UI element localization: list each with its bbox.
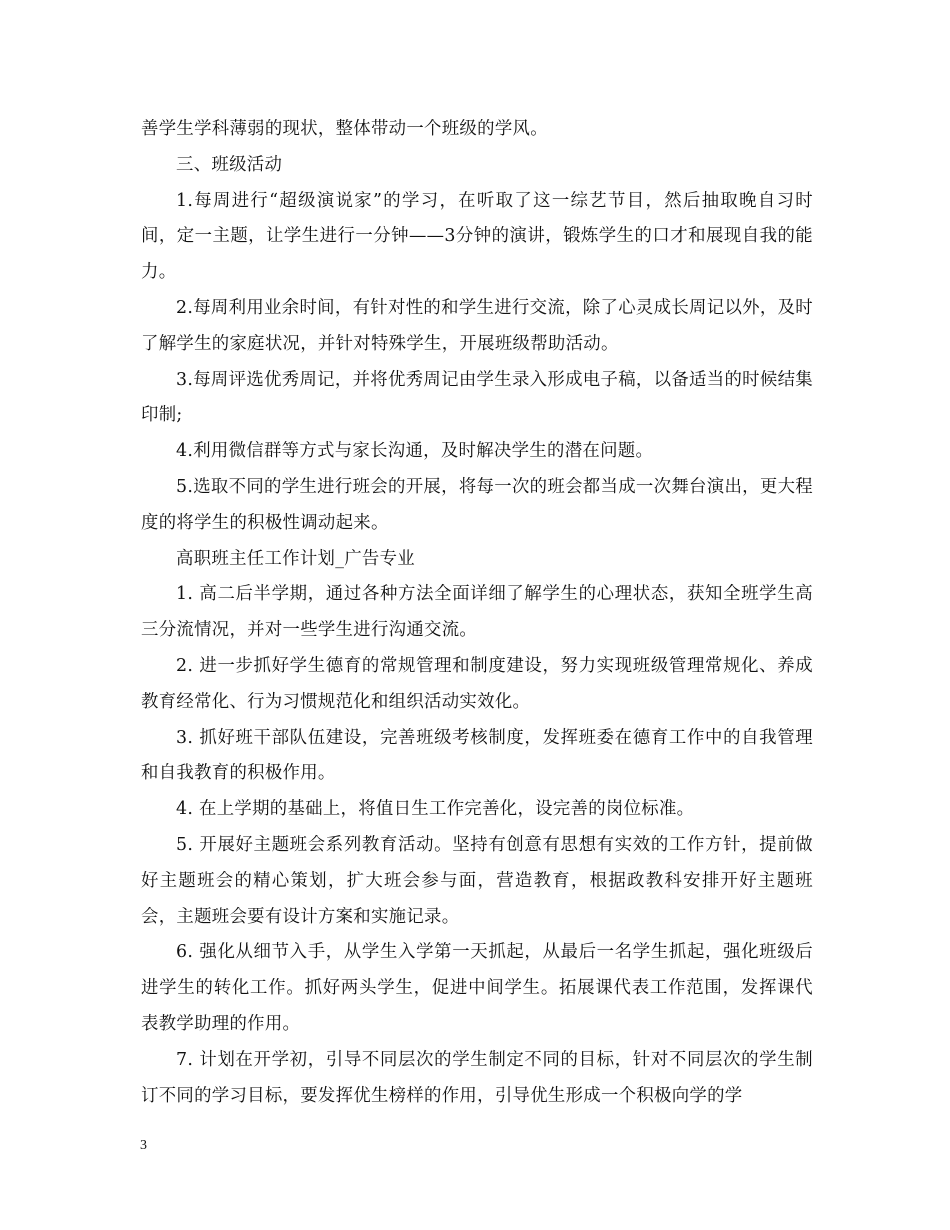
paragraph-plan-5: 5. 开展好主题班会系列教育活动。坚持有创意有思想有实效的工作方针，提前做好主题班会的精心策划，扩大班会参与面，营造教育，根据政教科安排开好主题班会，主题班会要有设计方案和实施记录。 xyxy=(141,834,813,927)
paragraph-plan-3: 3. 抓好班干部队伍建设，完善班级考核制度，发挥班委在德育工作中的自我管理和自我教育的积极作用。 xyxy=(141,727,813,784)
body-text xyxy=(141,112,813,1114)
paragraph-activity-3: 3.每周评选优秀周记，并将优秀周记由学生录入形成电子稿，以备适当的时候结集印制; xyxy=(141,369,813,426)
section-heading-plan: 高职班主任工作计划_广告专业 xyxy=(176,548,415,569)
paragraph-plan-2: 2. 进一步抓好学生德育的常规管理和制度建设，努力实现班级管理常规化、养成教育经常化、行为习惯规范化和组织活动实效化。 xyxy=(141,655,813,712)
paragraph-plan-7: 7. 计划在开学初，引导不同层次的学生制定不同的目标，针对不同层次的学生制订不同的学习目标，要发挥优生榜样的作用，引导优生形成一个积极向学的学 xyxy=(141,1049,813,1106)
paragraph-activity-5: 5.选取不同的学生进行班会的开展，将每一次的班会都当成一次舞台演出，更大程度的将学生的积极性调动起来。 xyxy=(141,476,813,533)
page-number: 3 xyxy=(140,1138,147,1153)
paragraph-continuation: 善学生学科薄弱的现状，整体带动一个班级的学风。 xyxy=(141,119,548,139)
paragraph-plan-6: 6. 强化从细节入手，从学生入学第一天抓起，从最后一名学生抓起，强化班级后进学生的转化工作。抓好两头学生，促进中间学生。拓展课代表工作范围，发挥课代表教学助理的作用。 xyxy=(141,942,813,1034)
paragraph-plan-1: 1. 高二后半学期，通过各种方法全面详细了解学生的心理状态，获知全班学生高三分流情况，并对一些学生进行沟通交流。 xyxy=(141,584,813,641)
section-heading-class-activities: 三、班级活动 xyxy=(176,154,283,175)
paragraph-plan-4: 4. 在上学期的基础上，将值日生工作完善化，设完善的岗位标准。 xyxy=(176,799,695,820)
paragraph-activity-1: 1.每周进行“超级演说家”的学习，在听取了这一综艺节目，然后抽取晚自习时间，定一主题，让学生进行一分钟——3分钟的演讲，锻炼学生的口才和展现自我的能力。 xyxy=(141,190,813,283)
paragraph-activity-2: 2.每周利用业余时间，有针对性的和学生进行交流，除了心灵成长周记以外，及时了解学生的家庭状况，并针对特殊学生，开展班级帮助活动。 xyxy=(141,297,813,354)
paragraph-activity-4: 4.利用微信群等方式与家长沟通，及时解决学生的潜在问题。 xyxy=(176,441,654,462)
